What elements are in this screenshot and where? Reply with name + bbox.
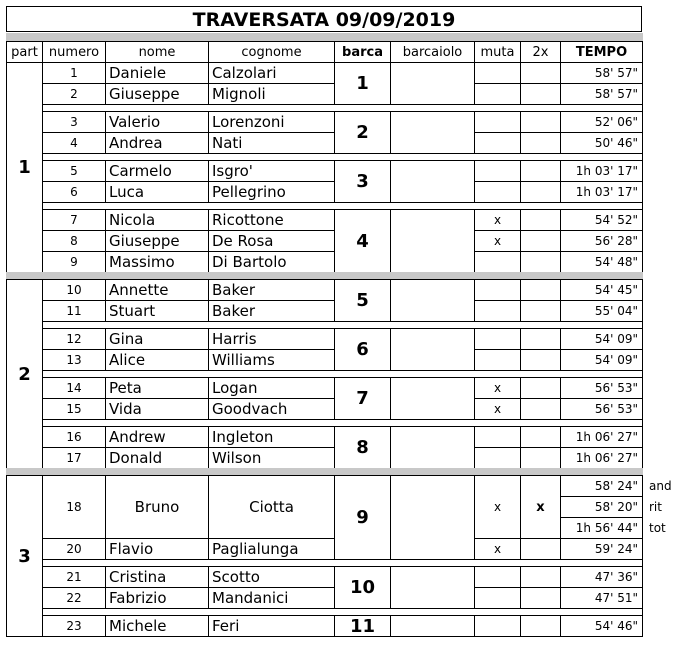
double-crossing-mark: [520, 447, 561, 469]
wetsuit-mark: [474, 111, 521, 133]
boat-number: 8: [334, 426, 391, 469]
boatman-cell: [390, 279, 475, 322]
header-part: part: [6, 41, 43, 63]
wetsuit-mark: [474, 251, 521, 273]
crossing-time: 58' 24": [560, 475, 643, 497]
athlete-first-name: Donald: [105, 447, 209, 469]
crossing-time: 1h 03' 17": [560, 181, 643, 203]
leg-note: and: [649, 479, 672, 493]
wetsuit-mark: [474, 566, 521, 588]
athlete-number: 4: [42, 132, 106, 154]
double-crossing-mark: [520, 328, 561, 350]
athlete-number: 14: [42, 377, 106, 399]
wetsuit-mark: [474, 426, 521, 448]
crossing-time: 1h 56' 44": [560, 517, 643, 539]
wetsuit-mark: [474, 62, 521, 84]
athlete-number: 23: [42, 615, 106, 637]
wetsuit-mark: [474, 83, 521, 105]
crossing-time: 58' 57": [560, 83, 643, 105]
boatman-cell: [390, 111, 475, 154]
athlete-last-name: Isgro': [208, 160, 335, 182]
athlete-first-name: Massimo: [105, 251, 209, 273]
boat-number: 11: [334, 615, 391, 637]
athlete-number: 22: [42, 587, 106, 609]
boat-number: 4: [334, 209, 391, 273]
double-crossing-mark: [520, 615, 561, 637]
athlete-last-name: Ingleton: [208, 426, 335, 448]
double-crossing-mark: [520, 83, 561, 105]
athlete-last-name: Pellegrino: [208, 181, 335, 203]
crossing-time: 54' 48": [560, 251, 643, 273]
crossing-time: 47' 36": [560, 566, 643, 588]
athlete-first-name: Andrea: [105, 132, 209, 154]
wetsuit-mark: [474, 587, 521, 609]
athlete-first-name: Stuart: [105, 300, 209, 322]
athlete-number: 15: [42, 398, 106, 420]
athlete-number: 12: [42, 328, 106, 350]
athlete-last-name: De Rosa: [208, 230, 335, 252]
athlete-number: 5: [42, 160, 106, 182]
wetsuit-mark: x: [474, 398, 521, 420]
crossing-time: 58' 57": [560, 62, 643, 84]
athlete-first-name: Cristina: [105, 566, 209, 588]
double-crossing-mark: [520, 251, 561, 273]
crossing-time: 54' 45": [560, 279, 643, 301]
athlete-last-name: Baker: [208, 300, 335, 322]
boat-number: 7: [334, 377, 391, 420]
athlete-last-name: Mignoli: [208, 83, 335, 105]
double-crossing-mark: [520, 111, 561, 133]
boatman-cell: [390, 426, 475, 469]
athlete-last-name: Paglialunga: [208, 538, 335, 560]
boat-number: 10: [334, 566, 391, 609]
separator-band: [6, 33, 643, 41]
boatman-cell: [390, 615, 475, 637]
part-number: 3: [6, 475, 43, 637]
athlete-number: 11: [42, 300, 106, 322]
separator-band: [6, 468, 643, 475]
double-crossing-mark: [520, 279, 561, 301]
athlete-first-name: Andrew: [105, 426, 209, 448]
double-crossing-mark: x: [520, 475, 561, 539]
wetsuit-mark: [474, 328, 521, 350]
leg-note: tot: [649, 521, 666, 535]
wetsuit-mark: [474, 349, 521, 371]
athlete-number: 18: [42, 475, 106, 539]
header-barca: barca: [334, 41, 391, 63]
crossing-time: 58' 20": [560, 496, 643, 518]
crossing-time: 55' 04": [560, 300, 643, 322]
athlete-last-name: Lorenzoni: [208, 111, 335, 133]
crossing-time: 50' 46": [560, 132, 643, 154]
wetsuit-mark: x: [474, 209, 521, 231]
wetsuit-mark: x: [474, 538, 521, 560]
crossing-time: 54' 09": [560, 328, 643, 350]
header-nome: nome: [105, 41, 209, 63]
athlete-number: 21: [42, 566, 106, 588]
athlete-number: 2: [42, 83, 106, 105]
athlete-number: 9: [42, 251, 106, 273]
double-crossing-mark: [520, 538, 561, 560]
athlete-last-name: Williams: [208, 349, 335, 371]
athlete-first-name: Bruno: [105, 475, 209, 539]
double-crossing-mark: [520, 566, 561, 588]
header-cognome: cognome: [208, 41, 335, 63]
athlete-first-name: Alice: [105, 349, 209, 371]
athlete-first-name: Michele: [105, 615, 209, 637]
wetsuit-mark: [474, 181, 521, 203]
crossing-time: 47' 51": [560, 587, 643, 609]
header-muta: muta: [474, 41, 521, 63]
athlete-last-name: Scotto: [208, 566, 335, 588]
header-barcaiolo: barcaiolo: [390, 41, 475, 63]
athlete-last-name: Feri: [208, 615, 335, 637]
athlete-last-name: Nati: [208, 132, 335, 154]
wetsuit-mark: [474, 279, 521, 301]
boatman-cell: [390, 377, 475, 420]
double-crossing-mark: [520, 349, 561, 371]
boat-number: 2: [334, 111, 391, 154]
double-crossing-mark: [520, 62, 561, 84]
athlete-number: 3: [42, 111, 106, 133]
boatman-cell: [390, 328, 475, 371]
double-crossing-mark: [520, 587, 561, 609]
boat-number: 3: [334, 160, 391, 203]
crossing-time: 54' 46": [560, 615, 643, 637]
crossing-time: 59' 24": [560, 538, 643, 560]
athlete-number: 13: [42, 349, 106, 371]
double-crossing-mark: [520, 300, 561, 322]
leg-note: rit: [649, 500, 662, 514]
boatman-cell: [390, 62, 475, 105]
athlete-first-name: Luca: [105, 181, 209, 203]
double-crossing-mark: [520, 132, 561, 154]
wetsuit-mark: [474, 447, 521, 469]
wetsuit-mark: [474, 132, 521, 154]
athlete-last-name: Wilson: [208, 447, 335, 469]
athlete-number: 16: [42, 426, 106, 448]
athlete-first-name: Giuseppe: [105, 230, 209, 252]
header-x2: 2x: [520, 41, 561, 63]
athlete-first-name: Vida: [105, 398, 209, 420]
boat-number: 6: [334, 328, 391, 371]
athlete-first-name: Valerio: [105, 111, 209, 133]
double-crossing-mark: [520, 230, 561, 252]
athlete-number: 8: [42, 230, 106, 252]
part-number: 1: [6, 62, 43, 273]
double-crossing-mark: [520, 181, 561, 203]
athlete-number: 17: [42, 447, 106, 469]
athlete-number: 1: [42, 62, 106, 84]
athlete-first-name: Gina: [105, 328, 209, 350]
athlete-number: 10: [42, 279, 106, 301]
athlete-last-name: Di Bartolo: [208, 251, 335, 273]
athlete-number: 7: [42, 209, 106, 231]
boatman-cell: [390, 160, 475, 203]
crossing-time: 1h 06' 27": [560, 447, 643, 469]
crossing-time: 54' 09": [560, 349, 643, 371]
double-crossing-mark: [520, 160, 561, 182]
athlete-last-name: Harris: [208, 328, 335, 350]
crossing-time: 56' 53": [560, 398, 643, 420]
wetsuit-mark: [474, 300, 521, 322]
header-tempo: TEMPO: [560, 41, 643, 63]
athlete-first-name: Flavio: [105, 538, 209, 560]
sheet-title: TRAVERSATA 09/09/2019: [6, 6, 642, 32]
athlete-first-name: Peta: [105, 377, 209, 399]
wetsuit-mark: [474, 160, 521, 182]
boat-number: 1: [334, 62, 391, 105]
crossing-time: 1h 03' 17": [560, 160, 643, 182]
athlete-last-name: Logan: [208, 377, 335, 399]
athlete-first-name: Giuseppe: [105, 83, 209, 105]
double-crossing-mark: [520, 398, 561, 420]
separator-band: [6, 272, 643, 279]
boat-number: 5: [334, 279, 391, 322]
wetsuit-mark: [474, 615, 521, 637]
part-number: 2: [6, 279, 43, 469]
crossing-time: 1h 06' 27": [560, 426, 643, 448]
boat-number: 9: [334, 475, 391, 560]
wetsuit-mark: x: [474, 475, 521, 539]
athlete-first-name: Fabrizio: [105, 587, 209, 609]
athlete-first-name: Nicola: [105, 209, 209, 231]
wetsuit-mark: x: [474, 377, 521, 399]
athlete-last-name: Mandanici: [208, 587, 335, 609]
athlete-last-name: Ricottone: [208, 209, 335, 231]
athlete-last-name: Calzolari: [208, 62, 335, 84]
double-crossing-mark: [520, 426, 561, 448]
boatman-cell: [390, 209, 475, 273]
athlete-first-name: Annette: [105, 279, 209, 301]
athlete-last-name: Goodvach: [208, 398, 335, 420]
boatman-cell: [390, 475, 475, 560]
athlete-number: 20: [42, 538, 106, 560]
athlete-last-name: Ciotta: [208, 475, 335, 539]
crossing-time: 56' 53": [560, 377, 643, 399]
athlete-first-name: Carmelo: [105, 160, 209, 182]
crossing-time: 56' 28": [560, 230, 643, 252]
athlete-first-name: Daniele: [105, 62, 209, 84]
double-crossing-mark: [520, 377, 561, 399]
boatman-cell: [390, 566, 475, 609]
wetsuit-mark: x: [474, 230, 521, 252]
crossing-time: 52' 06": [560, 111, 643, 133]
crossing-time: 54' 52": [560, 209, 643, 231]
athlete-last-name: Baker: [208, 279, 335, 301]
header-numero: numero: [42, 41, 106, 63]
athlete-number: 6: [42, 181, 106, 203]
double-crossing-mark: [520, 209, 561, 231]
